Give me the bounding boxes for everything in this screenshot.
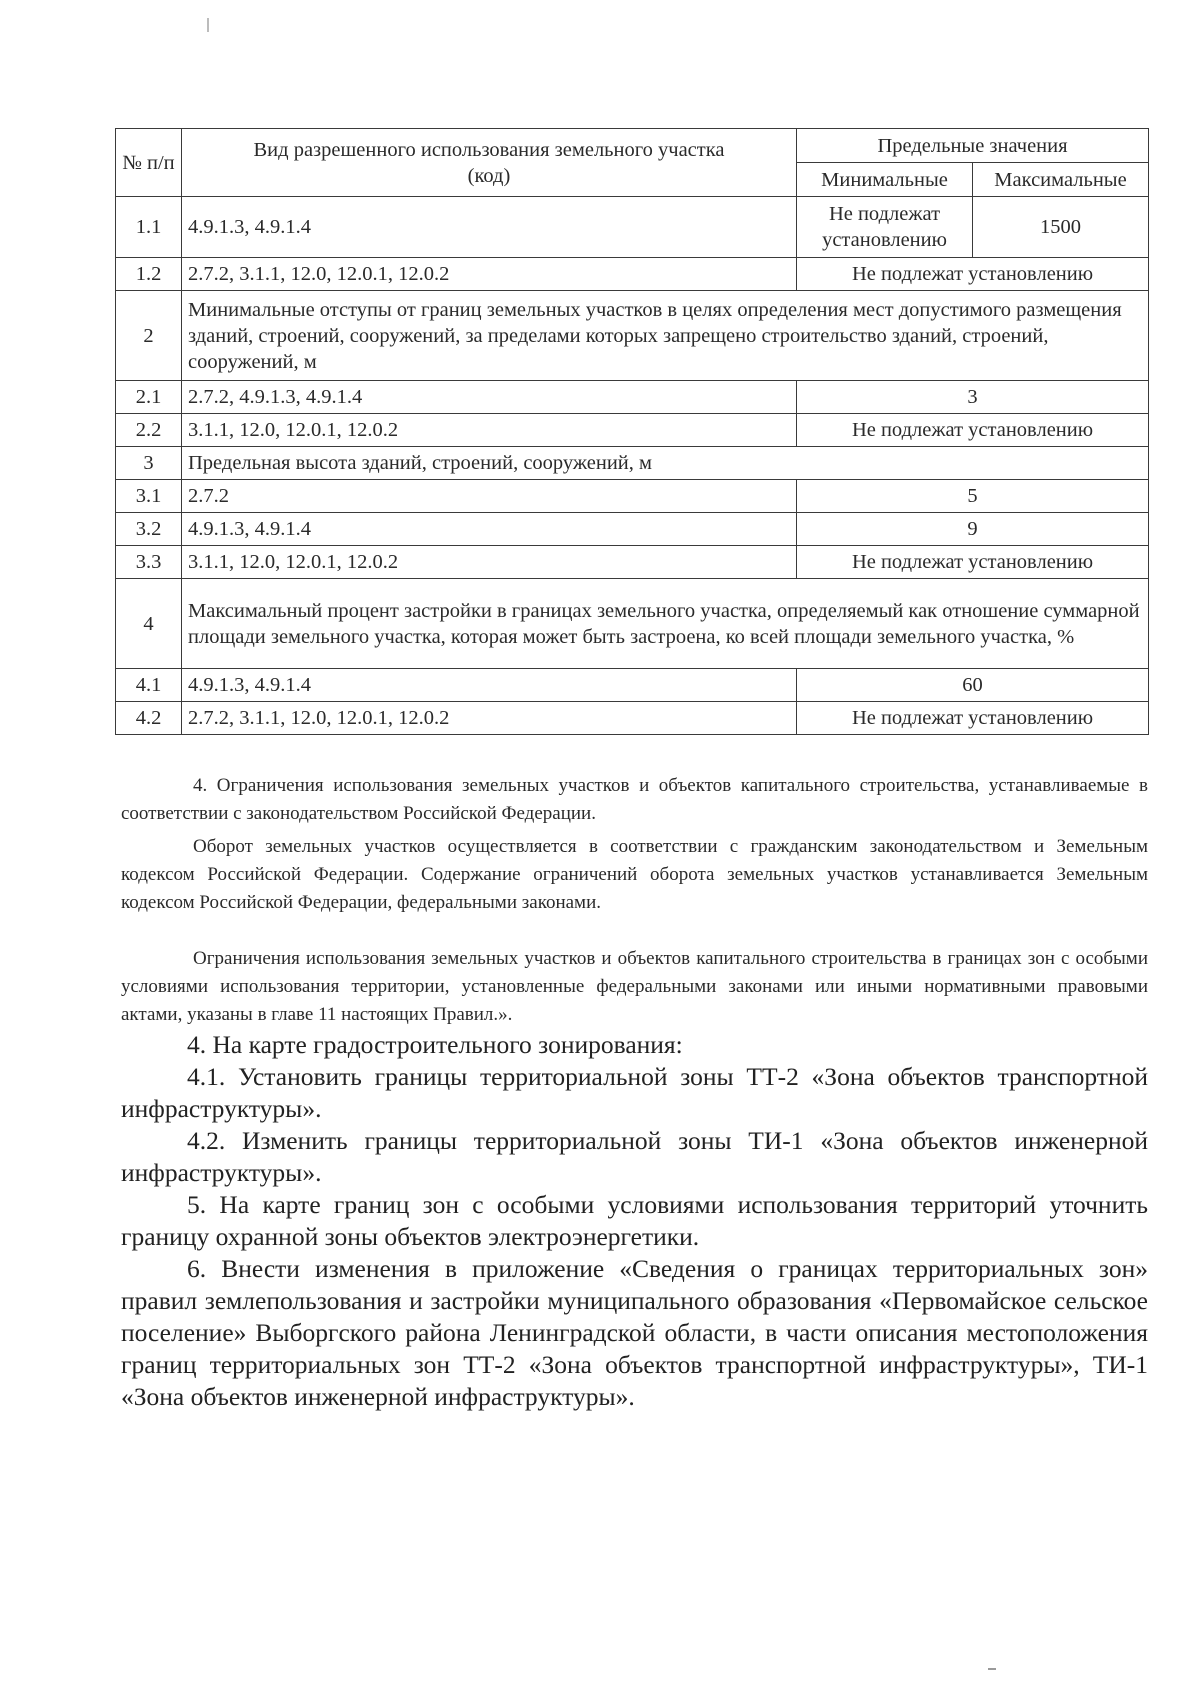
table-row [116,513,1149,546]
header-limit-values: Предельные значения [797,129,1149,163]
row-value: Не подлежат установлению [797,702,1149,735]
row-number: 3.2 [116,513,182,546]
row-min-value: Не подлежат установлению [797,197,973,258]
row-value: 60 [797,669,1149,702]
row-number: 3.1 [116,480,182,513]
scan-artifact [988,1668,996,1670]
row-number: 4.1 [116,669,182,702]
row-number: 1.2 [116,258,182,291]
item-5-protection-zone: 5. На карте границ зон с особыми условиями использования территорий уточнить границу охранной зоны объектов электроэнергетики. [121,1190,1148,1251]
row-number: 3 [116,447,182,480]
table-row [116,447,1149,480]
row-value: 3 [797,381,1149,414]
row-value: Не подлежат установлению [797,414,1149,447]
table-row [116,579,1149,669]
row-codes: 4.9.1.3, 4.9.1.4 [182,513,797,546]
header-use-type: Вид разрешенного использования земельного участка (код) [182,129,797,197]
row-value: 5 [797,480,1149,513]
table-row [116,669,1149,702]
row-codes: 2.7.2, 4.9.1.3, 4.9.1.4 [182,381,797,414]
row-number: 2.1 [116,381,182,414]
row-max-value: 1500 [973,197,1149,258]
table-row [116,291,1149,381]
row-number: 1.1 [116,197,182,258]
row-number: 3.3 [116,546,182,579]
table-row [116,414,1149,447]
row-section-text: Предельная высота зданий, строений, сооружений, м [182,447,1149,480]
row-number: 2.2 [116,414,182,447]
row-codes: 2.7.2, 3.1.1, 12.0, 12.0.1, 12.0.2 [182,258,797,291]
row-codes: 2.7.2, 3.1.1, 12.0, 12.0.1, 12.0.2 [182,702,797,735]
table-row [116,381,1149,414]
table-row [116,480,1149,513]
table-row [116,258,1149,291]
row-codes: 4.9.1.3, 4.9.1.4 [182,669,797,702]
table-row [116,702,1149,735]
item-4-zoning-map: 4. На карте градостроительного зонирования: [187,1030,683,1059]
row-value: 9 [797,513,1149,546]
paragraph-restrictions-heading: 4. Ограничения использования земельных участков и объектов капитального строительства, устанавливаемые в соответствии с законодательством Российской Федерации. [121,775,1148,824]
row-section-text: Минимальные отступы от границ земельных участков в целях определения мест допустимого размещения зданий, строений, сооружений, за пределами которых запрещено строительство зданий, строений, сооружений, м [182,291,1149,381]
row-section-text: Максимальный процент застройки в границах земельного участка, определяемый как отношение суммарной площади земельного участка, которая может быть застроена, ко всей площади земельного участка, % [182,579,1149,669]
row-codes: 3.1.1, 12.0, 12.0.1, 12.0.2 [182,546,797,579]
row-number: 4.2 [116,702,182,735]
paragraph-land-turnover: Оборот земельных участков осуществляется в соответствии с гражданским законодательством и Земельным кодексом Российской Федерации. Содержание ограничений оборота земельных участков устанавливается Земельным кодексом Российской Федерации, федеральными законами. [121,836,1148,913]
regulations-table [115,128,1149,735]
item-4-1-set-boundaries: 4.1. Установить границы территориальной зоны ТТ-2 «Зона объектов транспортной инфраструктуры». [121,1062,1148,1123]
header-maximum: Максимальные [973,163,1149,197]
row-number: 4 [116,579,182,669]
row-codes: 2.7.2 [182,480,797,513]
item-4-2-change-boundaries: 4.2. Изменить границы территориальной зоны ТИ-1 «Зона объектов инженерной инфраструктуры». [121,1126,1148,1187]
item-6-appendix-changes: 6. Внести изменения в приложение «Сведения о границах территориальных зон» правил землепользования и застройки муниципального образования «Первомайское сельское поселение» Выборгского района Ленинградской области, в части описания местоположения границ территориальных зон ТТ-2 «Зона объектов транспортной инфраструктуры», ТИ-1 «Зона объектов инженерной инфраструктуры». [121,1254,1148,1411]
header-num: № п/п [116,129,182,197]
row-value: Не подлежат установлению [797,546,1149,579]
row-codes: 4.9.1.3, 4.9.1.4 [182,197,797,258]
row-number: 2 [116,291,182,381]
table-row [116,546,1149,579]
paragraph-special-zones: Ограничения использования земельных участков и объектов капитального строительства в границах зон с особыми условиями использования территории, установленные федеральными законами или иными нормативными правовыми актами, указаны в главе 11 настоящих Правил.». [121,948,1148,1025]
table-row [116,197,1149,258]
header-minimum: Минимальные [797,163,973,197]
scan-artifact [207,18,209,32]
row-value: Не подлежат установлению [797,258,1149,291]
row-codes: 3.1.1, 12.0, 12.0.1, 12.0.2 [182,414,797,447]
